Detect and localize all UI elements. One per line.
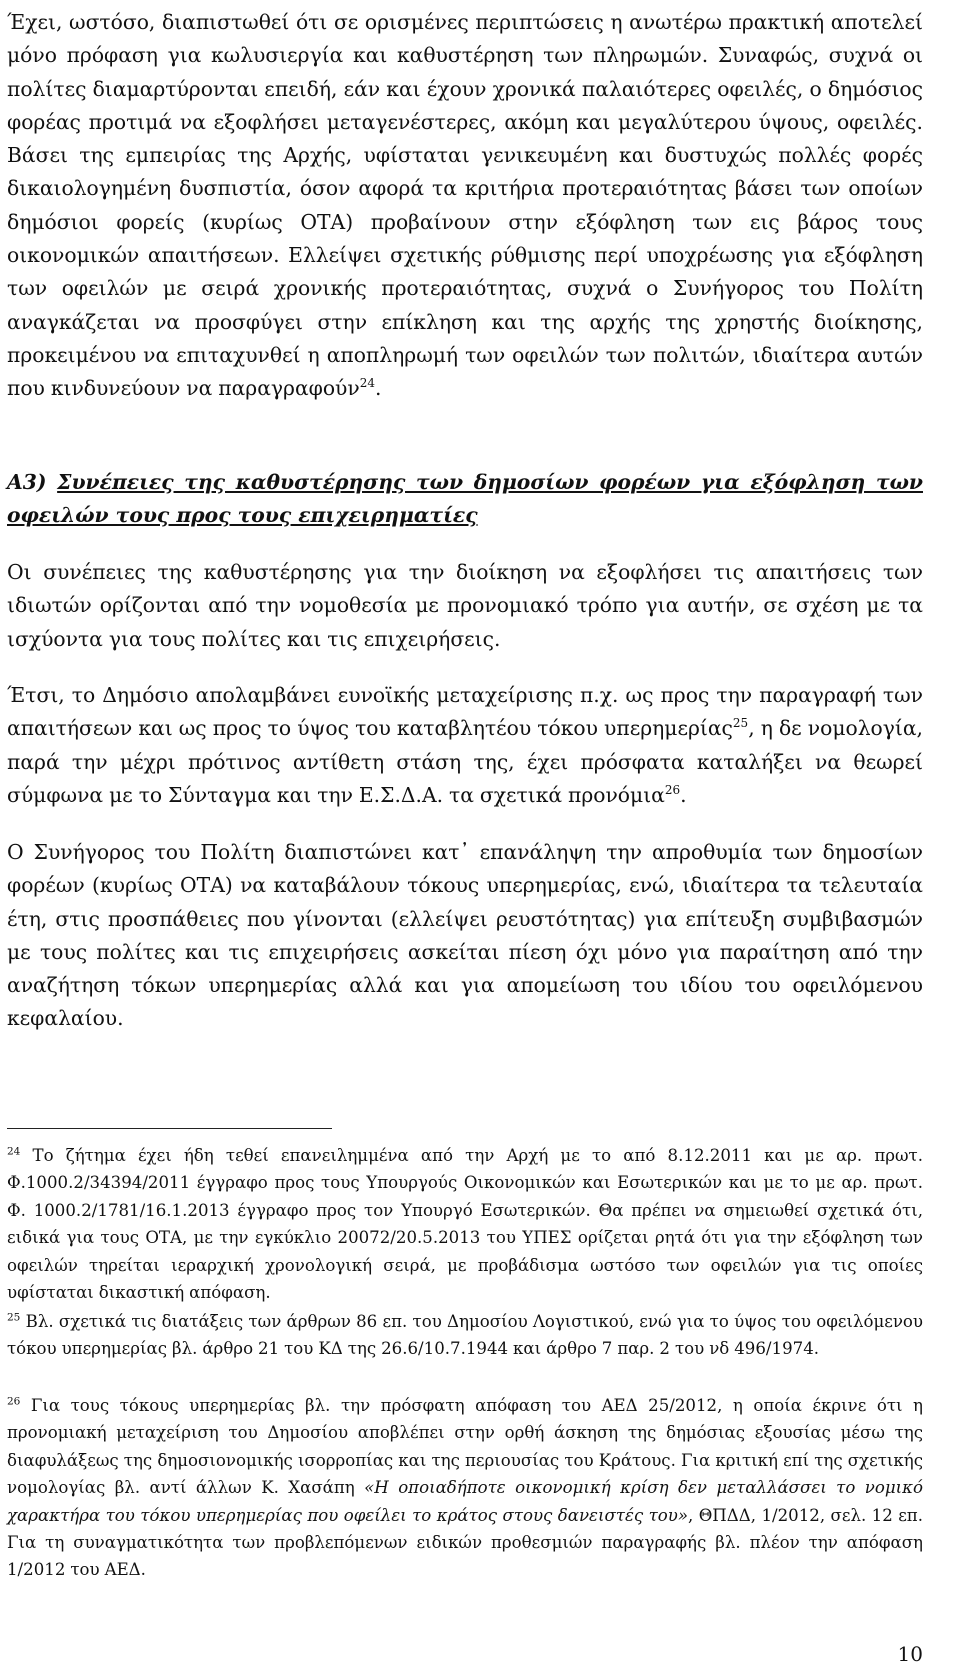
- body-paragraph-1: [7, 6, 923, 406]
- footnote-25: [7, 1308, 923, 1363]
- section-heading-a3: [7, 466, 923, 533]
- footnote-number: 24: [7, 1145, 21, 1158]
- footnote-24: [7, 1142, 923, 1306]
- footnote-text-b: , ΘΠΔΔ, 1/2012, σελ. 12 επ. Για τη συναγματικότητα των προβλεπόμενων ειδικών προθεσμιών παραγραφής βλ. πλέον την απόφαση 1/2012 του ΑΕΔ.: [7, 1505, 923, 1580]
- footnote-number: 26: [7, 1395, 21, 1408]
- paragraph-end: .: [375, 376, 382, 401]
- paragraph-text: Έχει, ωστόσο, διαπιστωθεί ότι σε ορισμένες περιπτώσεις η ανωτέρω πρακτική αποτελεί μόνο πρόφαση για κωλυσιεργία και καθυστέρηση των πληρωμών. Συναφώς, συχνά οι πολίτες διαμαρτύρονται επειδή, εάν και έχουν χρονικά παλαιότερες οφειλές, ο δημόσιος φορέας προτιμά να εξοφλήσει μεταγενέστερες, ακόμη και μεγαλύτερου ύψους, οφειλές. Βάσει της εμπειρίας της Αρχής, υφίσταται γενικευμένη και δυστυχώς πολλές φορές δικαιολογημένη δυσπιστία, όσον αφορά τα κριτήρια προτεραιότητας βάσει των οποίων δημόσιοι φορείς (κυρίως ΟΤΑ) προβαίνουν στην εξόφληση των εις βάρος τους οικονομικών απαιτήσεων. Ελλείψει σχετικής ρύθμισης περί υποχρέωσης για εξόφληση των οφειλών με σειρά χρονικής προτεραιότητας, συχνά ο Συνήγορος του Πολίτη αναγκάζεται να προσφύγει στην επίκληση και της αρχής της χρηστής διοίκησης, προκειμένου να επιταχυνθεί η αποπληρωμή των οφειλών των πολιτών, ιδιαίτερα αυτών που κινδυνεύουν να παραγραφούν: [7, 10, 923, 401]
- footnote-ref-26[interactable]: 26: [664, 783, 681, 798]
- page-number: 10: [897, 1642, 923, 1666]
- footnote-26: [7, 1392, 923, 1584]
- footnote-separator: [7, 1128, 332, 1129]
- footnote-number: 25: [7, 1311, 21, 1324]
- footnote-text: Το ζήτημα έχει ήδη τεθεί επανειλημμένα από την Αρχή με το από 8.12.2011 και με αρ. πρωτ. Φ.1000.2/34394/2011 έγγραφο προς τους Υπουργούς Οικονομικών και Εσωτερικών και με το με αρ. πρωτ. Φ. 1000.2/1781/16.1.2013 έγγραφο προς τον Υπουργό Εσωτερικών. Θα πρέπει να σημειωθεί σχετικά ότι, ειδικά για τους ΟΤΑ, με την εγκύκλιο 20072/20.5.2013 του ΥΠΕΣ ορίζεται ρητά ότι για την εξόφληση των οφειλών τηρείται ιεραρχική χρονολογική σειρά, με προβάδισμα ωστόσο των οφειλών για τις οποίες υφίσταται δικαστική απόφαση.: [7, 1146, 923, 1303]
- paragraph-end: .: [680, 782, 687, 807]
- footnote-text: Βλ. σχετικά τις διατάξεις των άρθρων 86 επ. του Δημοσίου Λογιστικού, ενώ για το ύψος του οφειλόμενου τόκου υπερημερίας βλ. άρθρο 21 του ΚΔ της 26.6/10.7.1944 και άρθρο 7 παρ. 2 του νδ 496/1974.: [7, 1312, 923, 1359]
- body-paragraph-3: [7, 679, 923, 812]
- footnote-ref-25[interactable]: 25: [732, 716, 749, 731]
- heading-prefix: Α3): [7, 470, 58, 494]
- footnote-quote: «Η οποιαδήποτε οικονομική κρίση δεν μεταλλάσσει το νομικό χαρακτήρα του τόκου υπερημερίας που οφείλει το κράτος στους δανειστές του»: [7, 1478, 923, 1525]
- footnote-ref-24[interactable]: 24: [359, 376, 375, 391]
- footnote-text-a: Για τους τόκους υπερημερίας βλ. την πρόσφατη απόφαση του ΑΕΔ 25/2012, η οποία έκρινε ότι η προνομιακή μεταχείριση του Δημοσίου αποβλέπει στην ορθή άσκηση της δημόσιας εξουσίας μέσω της διαφυλάξεως της δημοσιονομικής ισορροπίας και της περιουσίας του Κράτους. Για κριτική επί της σχετικής νομολογίας βλ. αντί άλλων Κ. Χασάπη: [7, 1396, 923, 1498]
- paragraph-text-b: , η δε νομολογία, παρά την μέχρι πρότινος αντίθετη στάση της, έχει πρόσφατα καταλήξει να θεωρεί σύμφωνα με το Σύνταγμα και την Ε.Σ.Δ.Α. τα σχετικά προνόμια: [7, 716, 923, 807]
- heading-text: Συνέπειες της καθυστέρησης των δημοσίων φορέων για εξόφληση των οφειλών τους προς τους επιχειρηματίες: [7, 470, 923, 528]
- body-paragraph-4: Ο Συνήγορος του Πολίτη διαπιστώνει κατ᾽ επανάληψη την απροθυμία των δημοσίων φορέων (κυρίως ΟΤΑ) να καταβάλουν τόκους υπερημερίας, ενώ, ιδιαίτερα τα τελευταία έτη, στις προσπάθειες που γίνονται (ελλείψει ρευστότητας) για επίτευξη συμβιβασμών με τους πολίτες και τις επιχειρήσεις ασκείται πίεση όχι μόνο για παραίτηση από την αναζήτηση τόκων υπερημερίας αλλά και για απομείωση του ιδίου του οφειλόμενου κεφαλαίου.: [7, 840, 923, 1031]
- paragraph-text-a: Έτσι, το Δημόσιο απολαμβάνει ευνοϊκής μεταχείρισης π.χ. ως προς την παραγραφή των απαιτήσεων και ως προς το ύψος του καταβλητέου τόκου υπερημερίας: [7, 683, 923, 741]
- body-paragraph-2: Οι συνέπειες της καθυστέρησης για την διοίκηση να εξοφλήσει τις απαιτήσεις των ιδιωτών ορίζονται από την νομοθεσία με προνομιακό τρόπο για αυτήν, σε σχέση με τα ισχύοντα για τους πολίτες και τις επιχειρήσεις.: [7, 560, 923, 651]
